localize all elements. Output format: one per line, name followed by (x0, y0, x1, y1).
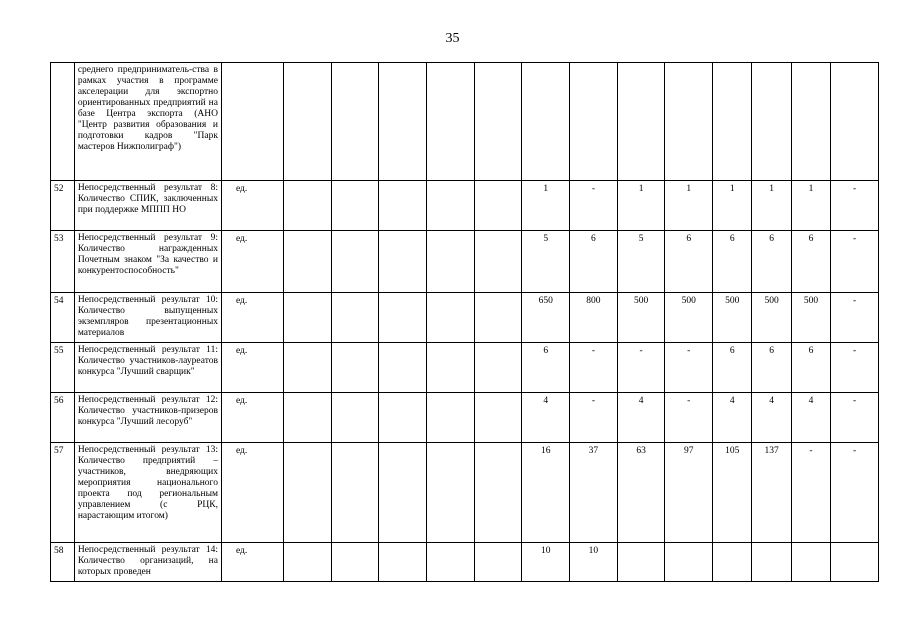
value-cell (474, 393, 522, 443)
value-cell (379, 443, 427, 543)
value-cell: 500 (752, 293, 791, 343)
indicator-description-cell: Непосредственный результат 9: Количество награжденных Почетным знаком "За качество и конкурентоспособность" (74, 231, 221, 293)
value-cell: 4 (791, 393, 830, 443)
value-cell (665, 543, 713, 582)
value-cell: - (570, 393, 618, 443)
indicator-description-cell: среднего предприниматель-ства в рамках участия в программе акселерации для экспортно ориентированных предприятий на базе Центра экспорта (АНО "Центр развития образования и подготовки кадров "Парк мастеров Нижполиграф") (74, 63, 221, 181)
row-number-cell: 56 (51, 393, 75, 443)
value-cell: 4 (617, 393, 665, 443)
unit-cell: ед. (221, 231, 283, 293)
value-cell (474, 63, 522, 181)
value-cell: - (617, 343, 665, 393)
value-cell (379, 543, 427, 582)
value-cell: 5 (522, 231, 570, 293)
value-cell (427, 543, 475, 582)
row-number-cell: 54 (51, 293, 75, 343)
row-number-cell: 58 (51, 543, 75, 582)
indicators-table (50, 62, 879, 582)
value-cell: 6 (752, 343, 791, 393)
value-cell: - (791, 443, 830, 543)
value-cell (379, 343, 427, 393)
value-cell (284, 393, 332, 443)
value-cell (331, 443, 379, 543)
value-cell (284, 63, 332, 181)
value-cell (713, 543, 752, 582)
value-cell: - (665, 393, 713, 443)
unit-cell: ед. (221, 393, 283, 443)
value-cell: 6 (713, 343, 752, 393)
value-cell (474, 181, 522, 231)
value-cell: 6 (752, 231, 791, 293)
value-cell: 4 (522, 393, 570, 443)
value-cell: 6 (522, 343, 570, 393)
unit-cell: ед. (221, 443, 283, 543)
page-number: 35 (445, 31, 460, 46)
value-cell: 6 (791, 231, 830, 293)
value-cell (379, 231, 427, 293)
value-cell: 10 (570, 543, 618, 582)
value-cell (331, 343, 379, 393)
row-number-cell: 53 (51, 231, 75, 293)
value-cell (713, 63, 752, 181)
value-cell: 6 (713, 231, 752, 293)
unit-cell (221, 63, 283, 181)
value-cell: - (831, 343, 879, 393)
value-cell: 10 (522, 543, 570, 582)
indicator-description-cell: Непосредственный результат 13: Количество предприятий – участников, внедряющих мероприятия национального проекта под региональным управлением (с РЦК, нарастающим итогом) (74, 443, 221, 543)
value-cell (427, 231, 475, 293)
indicator-description-cell: Непосредственный результат 12: Количество участников-призеров конкурса "Лучший лесоруб" (74, 393, 221, 443)
value-cell (331, 293, 379, 343)
value-cell (752, 543, 791, 582)
value-cell (284, 343, 332, 393)
value-cell: 500 (713, 293, 752, 343)
value-cell: 1 (522, 181, 570, 231)
value-cell: 500 (791, 293, 830, 343)
value-cell: 500 (665, 293, 713, 343)
value-cell: 1 (791, 181, 830, 231)
indicator-description-cell: Непосредственный результат 8: Количество СПИК, заключенных при поддержке МППП НО (74, 181, 221, 231)
unit-cell: ед. (221, 293, 283, 343)
unit-cell: ед. (221, 543, 283, 582)
value-cell: - (570, 343, 618, 393)
indicator-description-cell: Непосредственный результат 10: Количество выпущенных экземпляров презентационных материалов (74, 293, 221, 343)
value-cell (474, 443, 522, 543)
table-row (51, 443, 879, 543)
value-cell (791, 63, 830, 181)
table-row (51, 543, 879, 582)
value-cell: - (570, 181, 618, 231)
value-cell: 6 (665, 231, 713, 293)
value-cell (752, 63, 791, 181)
value-cell (284, 181, 332, 231)
value-cell (331, 393, 379, 443)
table-row (51, 293, 879, 343)
row-number-cell: 57 (51, 443, 75, 543)
table-row (51, 181, 879, 231)
indicator-description-cell: Непосредственный результат 11: Количество участников-лауреатов конкурса "Лучший сварщик" (74, 343, 221, 393)
value-cell (665, 63, 713, 181)
value-cell: - (831, 181, 879, 231)
row-number-cell (51, 63, 75, 181)
value-cell: 800 (570, 293, 618, 343)
value-cell (831, 543, 879, 582)
value-cell: 63 (617, 443, 665, 543)
table-row (51, 343, 879, 393)
value-cell: - (831, 231, 879, 293)
value-cell (617, 63, 665, 181)
value-cell: 500 (617, 293, 665, 343)
value-cell (427, 343, 475, 393)
value-cell (331, 543, 379, 582)
value-cell (791, 543, 830, 582)
value-cell: 650 (522, 293, 570, 343)
value-cell: 4 (713, 393, 752, 443)
value-cell: 16 (522, 443, 570, 543)
value-cell: 37 (570, 443, 618, 543)
value-cell (427, 63, 475, 181)
value-cell (284, 293, 332, 343)
value-cell: - (831, 443, 879, 543)
unit-cell: ед. (221, 181, 283, 231)
value-cell: - (831, 393, 879, 443)
value-cell (831, 63, 879, 181)
value-cell (474, 543, 522, 582)
value-cell (331, 181, 379, 231)
value-cell (331, 231, 379, 293)
value-cell (427, 293, 475, 343)
value-cell: 5 (617, 231, 665, 293)
value-cell (570, 63, 618, 181)
value-cell (379, 181, 427, 231)
value-cell (474, 293, 522, 343)
value-cell: 137 (752, 443, 791, 543)
value-cell: 1 (665, 181, 713, 231)
value-cell (474, 343, 522, 393)
value-cell (617, 543, 665, 582)
table-row (51, 393, 879, 443)
value-cell (379, 393, 427, 443)
value-cell: 105 (713, 443, 752, 543)
value-cell: 1 (752, 181, 791, 231)
value-cell: 1 (617, 181, 665, 231)
unit-cell: ед. (221, 343, 283, 393)
value-cell (427, 443, 475, 543)
row-number-cell: 55 (51, 343, 75, 393)
value-cell: 4 (752, 393, 791, 443)
value-cell (474, 231, 522, 293)
value-cell (427, 393, 475, 443)
value-cell (379, 293, 427, 343)
value-cell (379, 63, 427, 181)
value-cell: 6 (570, 231, 618, 293)
value-cell: 1 (713, 181, 752, 231)
table-row (51, 231, 879, 293)
value-cell: - (665, 343, 713, 393)
value-cell: - (831, 293, 879, 343)
value-cell (284, 443, 332, 543)
indicator-description-cell: Непосредственный результат 14: Количество организаций, на которых проведен (74, 543, 221, 582)
value-cell (522, 63, 570, 181)
value-cell (284, 231, 332, 293)
value-cell: 6 (791, 343, 830, 393)
table-row (51, 63, 879, 181)
value-cell (284, 543, 332, 582)
value-cell (331, 63, 379, 181)
value-cell (427, 181, 475, 231)
row-number-cell: 52 (51, 181, 75, 231)
value-cell: 97 (665, 443, 713, 543)
